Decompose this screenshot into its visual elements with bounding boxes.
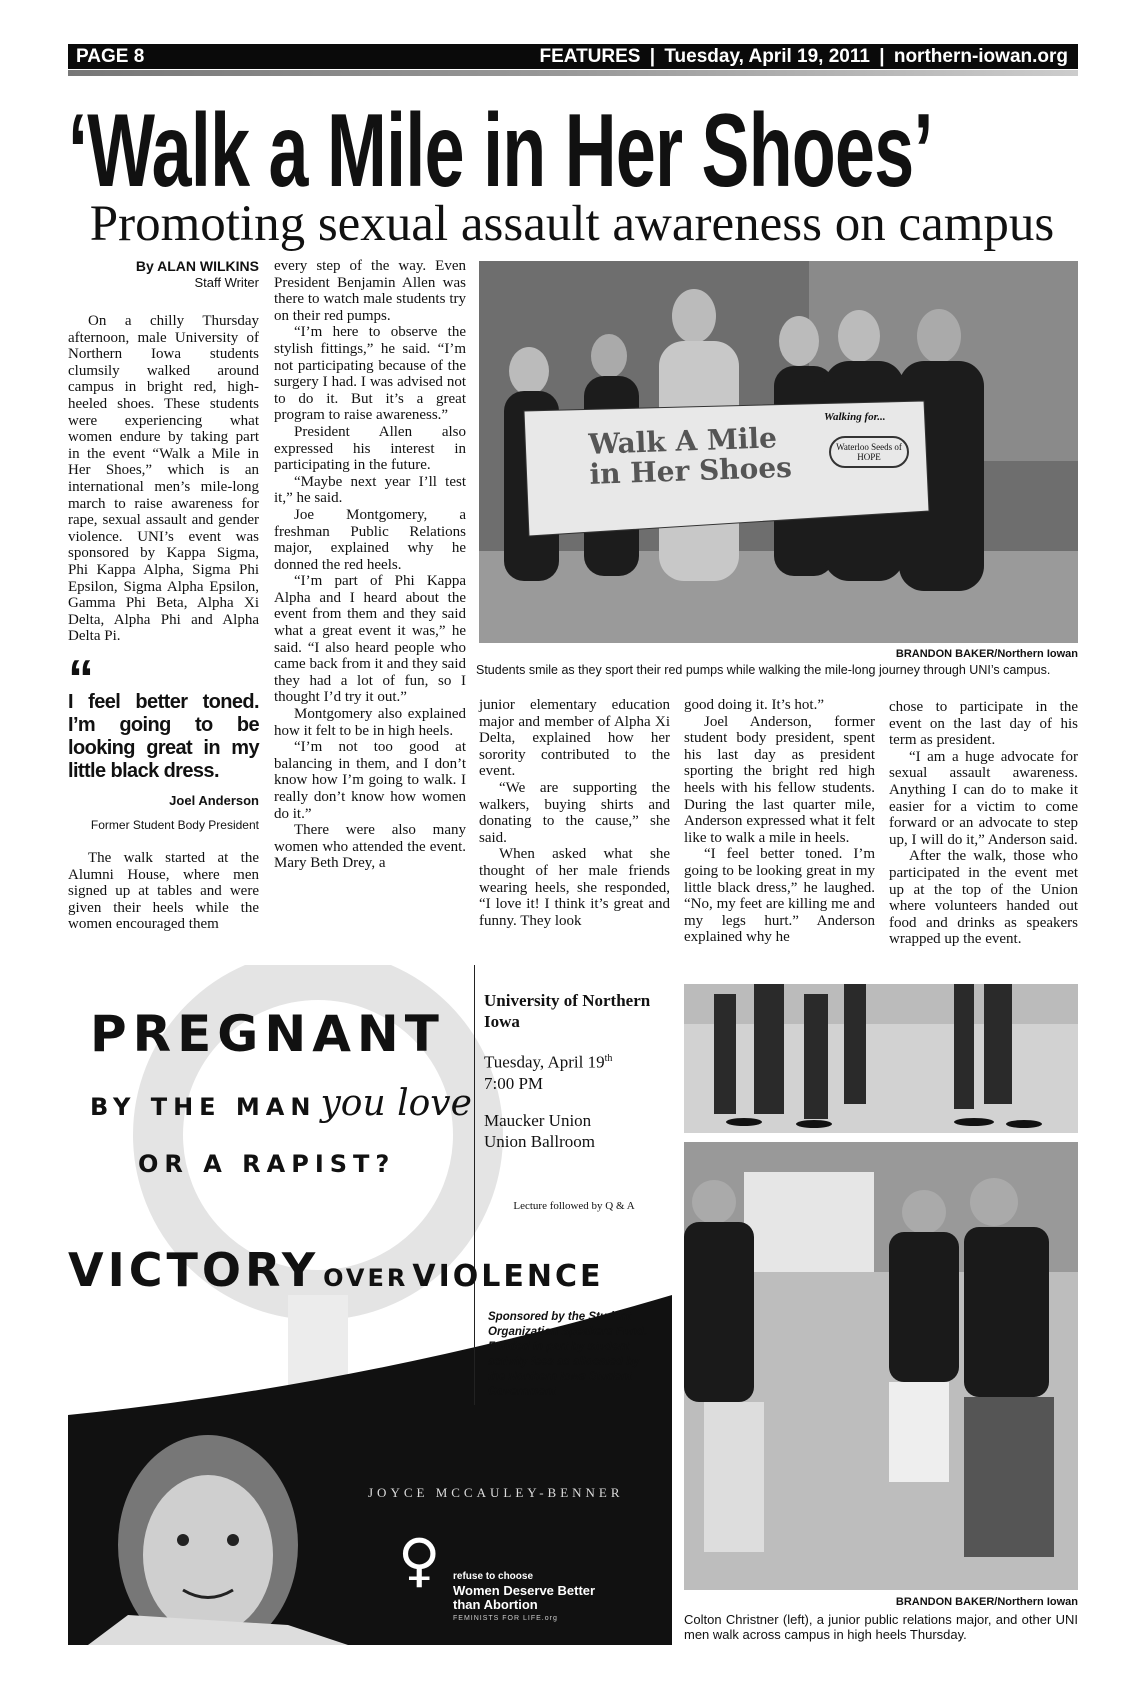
author-name: By ALAN WILKINS	[135, 258, 259, 274]
pull-quote-title: Former Student Body President	[90, 818, 259, 833]
separator: |	[649, 45, 656, 67]
paragraph: Joel Anderson, former student body president, spent his last day as president sporting the bright red high heels with his fellow students. During the last quarter mile, Anderson expressed what it felt like to walk a mile in heels.	[684, 713, 875, 846]
ad-violence: VIOLENCE	[412, 1259, 604, 1294]
pull-quote-text: I feel better toned. I’m going to be looking great in my little black dress.	[68, 690, 259, 782]
ad-tag-refuse: refuse to choose	[453, 1571, 534, 1582]
paragraph: The walk started at the Alumni House, where men signed up at tables and were given their heels while the women encouraged them	[68, 850, 259, 933]
article-column-3	[479, 697, 670, 929]
paragraph: chose to participate in the event on the last day of his term as president.	[889, 699, 1078, 749]
ad-lecture: Lecture followed by Q & A	[513, 1200, 635, 1212]
paragraph: “I’m part of Phi Kappa Alpha and I heard about the event from them and they said what a great event it was,” he said. “I also heard people who came back from it and they said they had a lot of fun, so I thought I’d try it out.”	[274, 573, 466, 706]
article-column-4	[684, 697, 875, 946]
female-symbol-logo-icon: ♀	[398, 1526, 441, 1594]
pull-quote-name: Joel Anderson	[169, 792, 259, 808]
ad-tag-women: Women Deserve Better	[453, 1583, 596, 1598]
ad-sponsor: Sponsored by the Student Organization Speakers Fund. Funded in part by student activity fees as allocated by the Northern Iowa Student Government	[488, 1311, 648, 1398]
paragraph: “I feel better toned. I’m going to be looking great in my little black dress,” he laughed. “No, my feet are killing me and my legs hurt.” Anderson explained why he	[684, 846, 875, 946]
pull-quote	[68, 649, 259, 834]
paragraph: “Maybe next year I’ll test it,” he said.	[274, 473, 466, 507]
subheadline: Promoting sexual assault awareness on campus	[89, 196, 1055, 252]
ad-over: OVER	[323, 1264, 409, 1292]
header-rule	[68, 70, 1078, 76]
paragraph: “We are supporting the walkers, buying shirts and donating to the cause,” she said.	[479, 779, 670, 846]
paragraph: On a chilly Thursday afternoon, male University of Northern Iowa students clumsily walked around campus in bright red, high-heeled shoes. These students were experiencing what women endure by taking part in the event “Walk a Mile in Her Shoes,” which is an international men’s mile-long march to raise awareness for rape, sexual assault and gender violence. UNI’s event was sponsored by Kappa Sigma, Phi Kappa Alpha, Sigma Phi Epsilon, Sigma Alpha Epsilon, Gamma Phi Beta, Alpha Xi Delta, Alpha Phi and Alpha Delta Pi.	[68, 313, 259, 645]
article-column-2	[274, 258, 466, 872]
ad-victory-line	[68, 1243, 672, 1297]
page-header-bar	[68, 44, 1078, 69]
ad-line-rapist: OR A RAPIST?	[138, 1150, 396, 1178]
paragraph: “I’m here to observe the stylish fittings,” he said. “I’m not participating because of the surgery I had. I was advised not to do it. But it’s a great program to raise awareness.”	[274, 324, 466, 424]
section-name: FEATURES	[539, 45, 641, 67]
ad-victory: VICTORY	[68, 1243, 320, 1297]
byline	[68, 258, 259, 291]
banner-text: Walk A Mile in Her Shoes	[587, 421, 793, 491]
quote-mark-icon: “	[68, 649, 94, 708]
paragraph: Joe Montgomery, a freshman Public Relations major, explained why he donned the red heels.	[274, 506, 466, 573]
photo-caption-2: Colton Christner (left), a junior public relations major, and other UNI men walk across campus in high heels Thursday.	[684, 1612, 1078, 1642]
speaker-photo	[88, 1425, 348, 1645]
legs-photo	[684, 984, 1078, 1133]
ad-line-man	[90, 1083, 472, 1124]
article-column-1	[68, 258, 259, 933]
paragraph: “I am a huge advocate for sexual assault awareness. Anything I can do to make it easier for a victim to come forward or an advocate to step up, I will do it,” Anderson said.	[889, 748, 1078, 848]
headline: ‘Walk a Mile in Her Shoes’	[68, 93, 933, 209]
main-photo	[479, 261, 1078, 643]
paragraph: every step of the way. Even President Benjamin Allen was there to watch male students try on their red pumps.	[274, 258, 466, 324]
photo-legs-in-heels	[684, 984, 1078, 1133]
article-column-5	[889, 699, 1078, 948]
walking-men-photo	[684, 1142, 1078, 1590]
ad-speaker-name: JOYCE MCCAULEY-BENNER	[368, 1485, 624, 1500]
banner-org-logo: Waterloo Seeds of HOPE	[829, 436, 909, 468]
photo-credit: BRANDON BAKER/Northern Iowan	[895, 648, 1078, 660]
paragraph: When asked what she thought of her male friends wearing heels, she responded, “I love it! I think it’s great and funny. They look	[479, 846, 670, 929]
paragraph: President Allen also expressed his interest in participating in the future.	[274, 423, 466, 474]
banner-side: Walking for...	[824, 411, 886, 423]
ad-line-man-text: BY THE MAN	[90, 1093, 317, 1121]
ad-tagline	[453, 1570, 595, 1626]
ad-tag-abortion: than Abortion	[453, 1597, 538, 1612]
advertisement	[68, 965, 672, 1645]
page-number: PAGE 8	[76, 45, 145, 67]
ad-venue: University of Northern Iowa	[484, 991, 651, 1031]
ad-event-info	[484, 990, 664, 1152]
issue-date: Tuesday, April 19, 2011	[664, 45, 870, 67]
paragraph: junior elementary education major and member of Alpha Xi Delta, explained how her sorority contributed to the event.	[479, 697, 670, 780]
ad-time: 7:00 PM	[484, 1073, 544, 1093]
photo-credit-2: BRANDON BAKER/Northern Iowan	[895, 1596, 1078, 1608]
ad-line-pregnant: PREGNANT	[90, 1005, 445, 1063]
paragraph: good doing it. It’s hot.”	[684, 697, 824, 713]
paragraph: There were also many women who attended the event. Mary Beth Drey, a	[274, 822, 466, 872]
ad-line-love: you love	[320, 1083, 472, 1124]
author-role: Staff Writer	[194, 275, 259, 290]
photo-caption: Students smile as they sport their red pumps while walking the mile-long journey through UNI’s campus.	[476, 663, 1051, 677]
ad-place: Maucker Union	[484, 1110, 592, 1130]
ad-date-sup: th	[604, 1053, 613, 1064]
ad-date: Tuesday, April 19	[484, 1052, 605, 1072]
ad-divider	[474, 965, 475, 1405]
header-info	[537, 46, 1070, 68]
photo-men-walking	[684, 1142, 1078, 1590]
paragraph: After the walk, those who participated in the event met up at the top of the Union where volunteers handed out food and drinks as speakers wrapped up the event.	[889, 848, 1078, 948]
ad-tag-site: FEMINISTS FOR LIFE.org	[453, 1615, 558, 1622]
site-link[interactable]: northern-iowan.org	[893, 45, 1068, 67]
separator: |	[879, 45, 885, 67]
paragraph: Montgomery also explained how it felt to be in high heels.	[274, 706, 466, 739]
paragraph: “I’m not too good at balancing in them, and I don’t know how I’m going to walk. I really don’t know how women do it.”	[274, 739, 466, 822]
ad-room: Union Ballroom	[484, 1131, 595, 1151]
